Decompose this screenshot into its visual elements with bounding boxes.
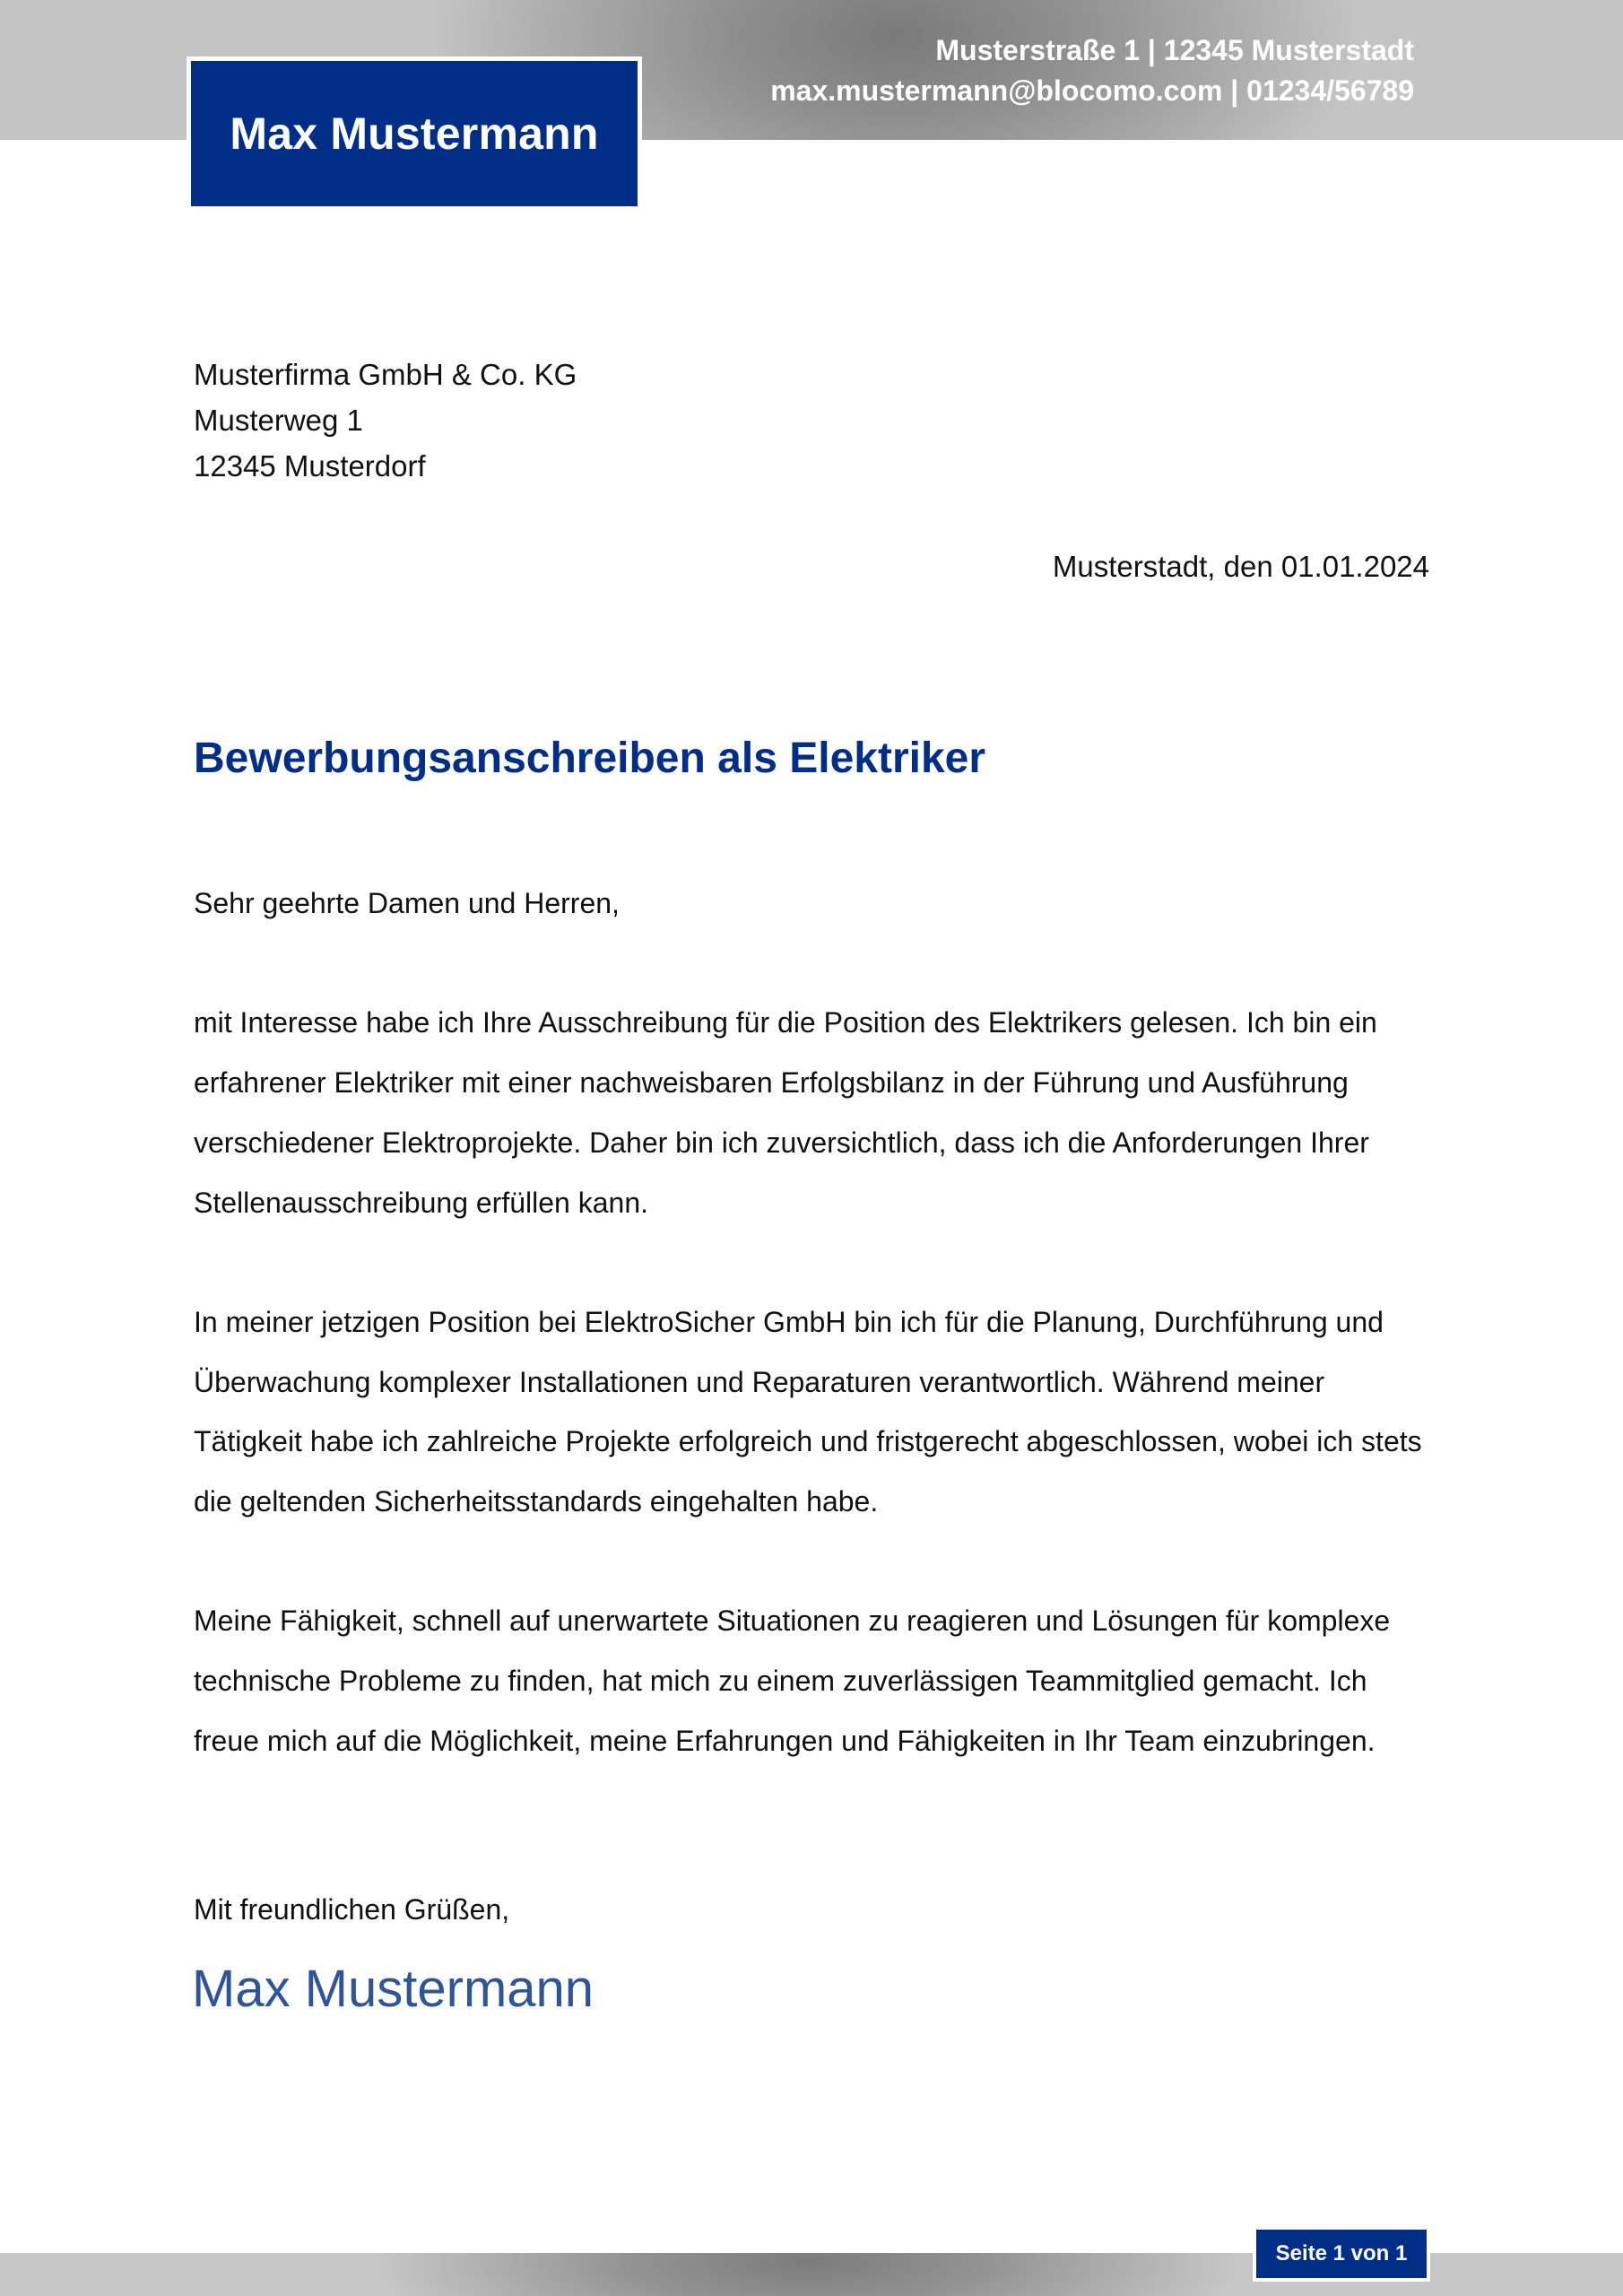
sender-address: Musterstraße 1 | 12345 Musterstadt [935, 34, 1414, 66]
recipient-city: 12345 Musterdorf [194, 449, 426, 483]
name-box [187, 57, 642, 211]
signature: Max Mustermann [192, 1960, 595, 2018]
closing: Mit freundlichen Grüßen, [194, 1893, 510, 1926]
letter-subject: Bewerbungsanschreiben als Elektriker [194, 735, 986, 782]
salutation: Sehr geehrte Damen und Herren, [194, 887, 620, 919]
recipient-street: Musterweg 1 [194, 404, 363, 437]
body-paragraph-1: mit Interesse habe ich Ihre Ausschreibung für die Position des Elektrikers gelesen. Ich bin ein erfahrener Elektriker mit einer nachweisbaren Erfolgsbilanz in der Führung und Ausführung verschiedener Elektroprojekte. Daher bin ich zuversichtlich, dass ich die Anforderungen Ihrer Stellenausschreibung erfüllen kann. [194, 1006, 1377, 1219]
page-number-badge [1253, 2226, 1430, 2282]
sender-name: Max Mustermann [230, 109, 599, 159]
letter-date: Musterstadt, den 01.01.2024 [1052, 550, 1429, 583]
body-paragraph-2: In meiner jetzigen Position bei ElektroSicher GmbH bin ich für die Planung, Durchführung und Überwachung komplexer Installationen und Reparaturen verantwortlich. Während meiner Tätigkeit habe ich zahlreiche Projekte erfolgreich und fristgerecht abgeschlossen, wobei ich stets die geltenden Sicherheitsstandards eingehalten habe. [194, 1305, 1422, 1518]
sender-contact [770, 30, 1414, 111]
name-box-inner [191, 61, 638, 206]
sender-email-phone: max.mustermann@blocomo.com | 01234/56789 [770, 74, 1414, 107]
page-number-label: Seite 1 von 1 [1256, 2230, 1427, 2278]
letter-body [194, 874, 1440, 1831]
body-paragraph-3: Meine Fähigkeit, schnell auf unerwartete Situationen zu reagieren und Lösungen für komplexe technische Probleme zu finden, hat mich zu einem zuverlässigen Teammitglied gemacht. Ich freue mich auf die Möglichkeit, meine Erfahrungen und Fähigkeiten in Ihr Team einzubringen. [194, 1605, 1391, 1757]
recipient-company: Musterfirma GmbH & Co. KG [194, 358, 577, 391]
recipient-address [194, 352, 577, 489]
